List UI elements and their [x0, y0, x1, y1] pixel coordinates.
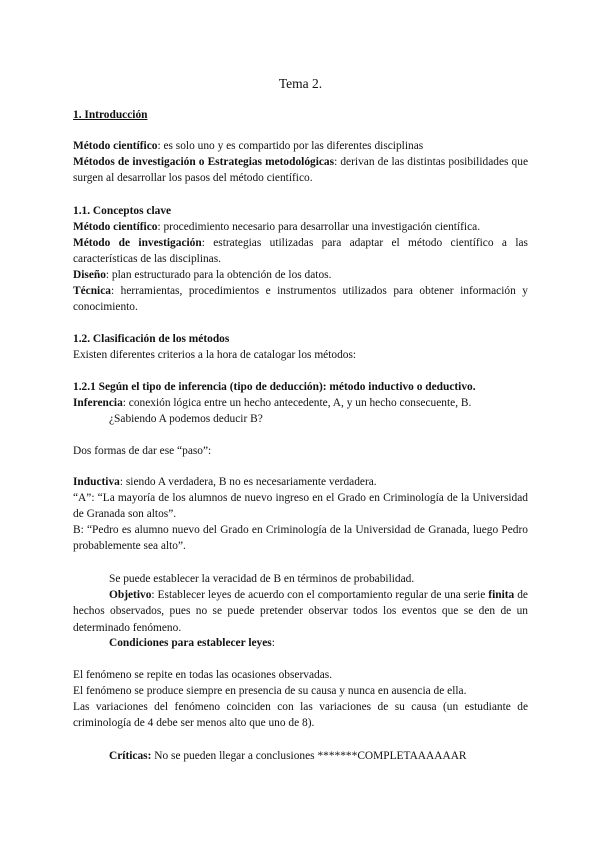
heading-inferencia-text: 1.2.1 Según el tipo de inferencia (tipo de deducción): método inductivo o deductivo. — [73, 381, 476, 393]
heading-clasificacion-text: 1.2. Clasificación de los métodos — [73, 333, 230, 345]
criticas-text: No se pueden llegar a conclusiones *******COMPLETAAAAAAR — [151, 750, 467, 762]
heading-introduccion-text: 1. Introducción — [73, 109, 148, 121]
def-inferencia: : conexión lógica entre un hecho antecedente, A, y un hecho consecuente, B. — [122, 397, 472, 409]
condiciones-colon: : — [271, 637, 275, 649]
concepto-term: Técnica — [73, 285, 111, 297]
heading-inferencia — [73, 379, 528, 395]
clasificacion-text: Existen diferentes criterios a la hora de catalogar los métodos: — [73, 349, 357, 361]
term-estrategias: Métodos de investigación o Estrategias metodológicas — [73, 156, 335, 168]
term-inductiva: Inductiva — [73, 476, 120, 488]
term-objetivo: Objetivo — [109, 589, 152, 601]
concepto-item — [73, 267, 528, 283]
def-objetivo-1: : Establecer leyes de acuerdo con el comportamiento regular de una serie — [151, 589, 489, 601]
dos-formas-text: Dos formas de dar ese “paso”: — [73, 445, 212, 457]
def-metodo-cientifico: : es solo uno y es compartido por las diferentes disciplinas — [157, 140, 424, 152]
heading-introduccion — [73, 107, 528, 123]
heading-conceptos-clave — [73, 203, 528, 219]
concepto-term: Diseño — [73, 269, 106, 281]
concepto-def: : plan estructurado para la obtención de los datos. — [105, 269, 332, 281]
concepto-item — [73, 283, 528, 316]
page-title: Tema 2. — [278, 76, 323, 91]
ejemplo-b: B: “Pedro es alumno nuevo del Grado en Criminología de la Universidad de Granada, luego Pedro probablemente sea alto”. — [73, 524, 528, 553]
def-estrategias: : derivan de las distintas posibilidades que surgen al desarrollar los pasos del método científico. — [73, 156, 529, 185]
heading-conceptos-text: 1.1. Conceptos clave — [73, 205, 172, 217]
condiciones-heading — [73, 635, 564, 651]
term-metodo-cientifico: Método científico — [73, 140, 158, 152]
concepto-term: Método científico — [73, 221, 158, 233]
heading-clasificacion — [73, 331, 528, 347]
paragraph-inductiva — [73, 474, 528, 490]
condicion-item: El fenómeno se repite en todas las ocasiones observadas. — [73, 669, 333, 681]
condicion-item: El fenómeno se produce siempre en presencia de su causa y nunca en ausencia de ella. — [73, 685, 467, 697]
concepto-item — [73, 219, 528, 235]
paragraph-estrategias — [73, 154, 528, 187]
inferencia-question: ¿Sabiendo A podemos deducir B? — [109, 413, 263, 425]
paragraph-objetivo — [73, 587, 528, 636]
def-inductiva: : siendo A verdadera, B no es necesariamente verdadera. — [119, 476, 377, 488]
ejemplo-a: “A”: “La mayoría de los alumnos de nuevo ingreso en el Grado en Criminología de la Universidad de Granada son altos”. — [73, 492, 528, 521]
probabilidad-text: Se puede establecer la veracidad de B en términos de probabilidad. — [109, 573, 415, 585]
paragraph-criticas — [73, 748, 564, 764]
concepto-term: Método de investigación — [73, 237, 202, 249]
def-objetivo-2: de hechos observados, pues no se puede pretender observar todos los eventos que se den de un determinado fenómeno. — [73, 589, 528, 634]
term-finita: finita — [488, 589, 515, 601]
concepto-def: : procedimiento necesario para desarrollar una investigación científica. — [157, 221, 481, 233]
term-criticas: Críticas: — [109, 750, 152, 762]
paragraph-inferencia — [73, 395, 528, 411]
condicion-item: Las variaciones del fenómeno coinciden con las variaciones de su causa (un estudiante de criminología de 4 debe ser menos alto que uno de 8). — [73, 701, 528, 730]
concepto-def: : herramientas, procedimientos e instrumentos utilizados para obtener información y conocimiento. — [73, 285, 528, 314]
term-inferencia: Inferencia — [73, 397, 123, 409]
concepto-def: : estrategias utilizadas para adaptar el método científico a las características de las disciplinas. — [73, 237, 528, 266]
concepto-item — [73, 235, 528, 268]
paragraph-metodo-cientifico — [73, 138, 528, 154]
term-condiciones: Condiciones para establecer leyes — [109, 637, 272, 649]
